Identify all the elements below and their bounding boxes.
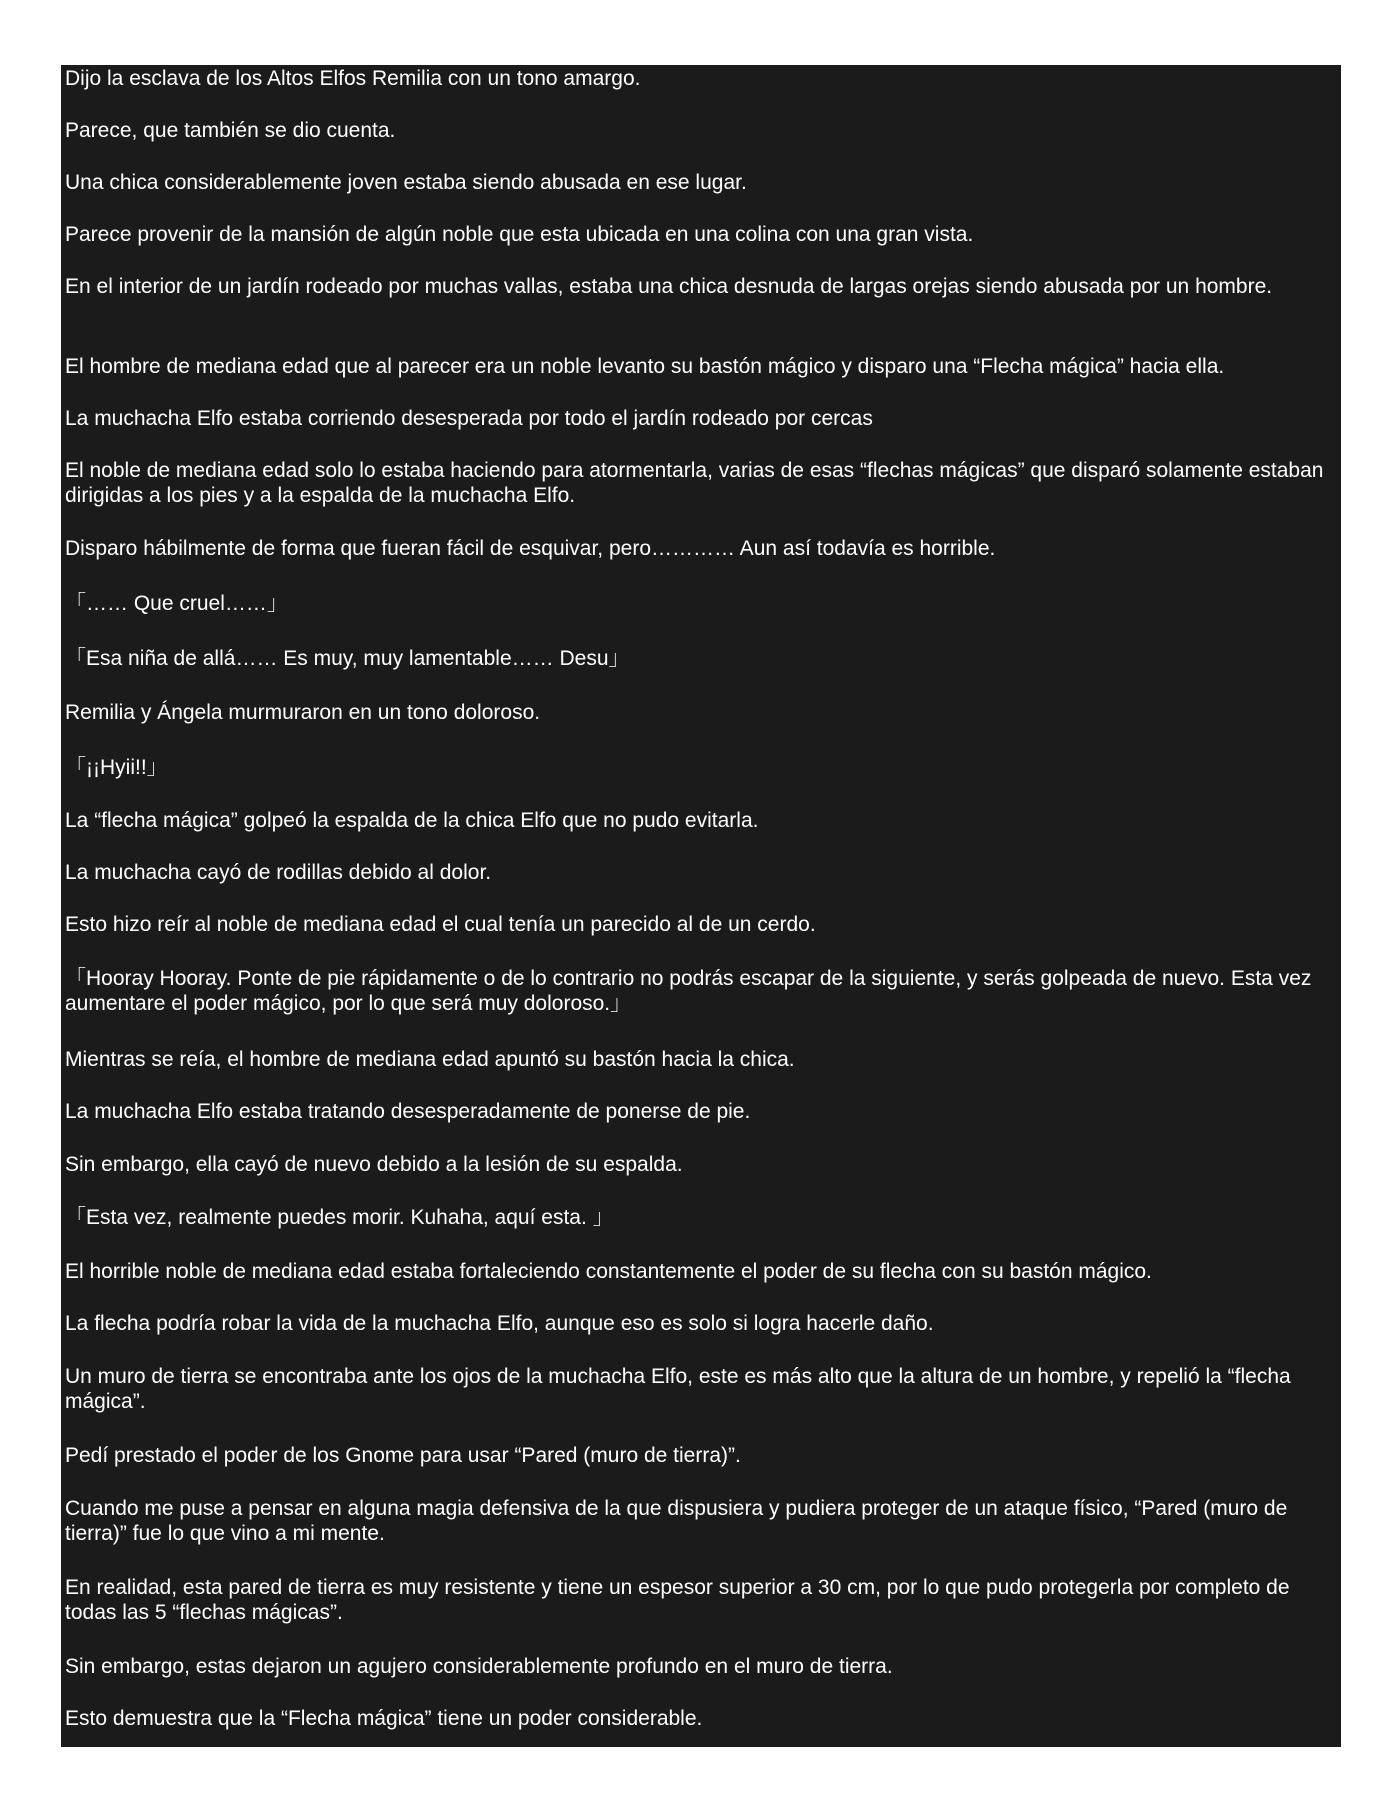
paragraph-15: La muchacha cayó de rodillas debido al dolor. [65, 861, 492, 884]
paragraph-12: Remilia y Ángela murmuraron en un tono doloroso. [65, 701, 541, 724]
paragraph-19: La muchacha Elfo estaba tratando desesperadamente de ponerse de pie. [65, 1100, 751, 1123]
paragraph-9: Disparo hábilmente de forma que fueran fácil de esquivar, pero………… Aun así todavía es horrible. [65, 537, 996, 560]
paragraph-16: Esto hizo reír al noble de mediana edad el cual tenía un parecido al de un cerdo. [65, 913, 816, 936]
paragraph-24: Un muro de tierra se encontraba ante los ojos de la muchacha Elfo, este es más alto que la altura de un hombre, y repelió la “flecha mágica”. [65, 1365, 1291, 1413]
paragraph-14: La “flecha mágica” golpeó la espalda de la chica Elfo que no pudo evitarla. [65, 809, 759, 832]
text-panel [61, 65, 1341, 1747]
paragraph-27: En realidad, esta pared de tierra es muy resistente y tiene un espesor superior a 30 cm, por lo que pudo protegerla por completo de todas las 5 “flechas mágicas”. [65, 1576, 1290, 1624]
paragraph-2: Parece, que también se dio cuenta. [65, 119, 396, 142]
paragraph-18: Mientras se reía, el hombre de mediana edad apuntó su bastón hacia la chica. [65, 1048, 795, 1071]
paragraph-17: 「Hooray Hooray. Ponte de pie rápidamente o de lo contrario no podrás escapar de la siguiente, y serás golpeada de nuevo. Esta vez aumentare el poder mágico, por lo que será muy doloroso.」 [65, 967, 1312, 1015]
paragraph-3: Una chica considerablemente joven estaba siendo abusada en ese lugar. [65, 171, 747, 194]
paragraph-26: Cuando me puse a pensar en alguna magia defensiva de la que dispusiera y pudiera proteger de un ataque físico, “Pared (muro de tierra)” fue lo que vino a mi mente. [65, 1497, 1288, 1545]
paragraph-28: Sin embargo, estas dejaron un agujero considerablemente profundo en el muro de tierra. [65, 1655, 893, 1678]
paragraph-8: El noble de mediana edad solo lo estaba haciendo para atormentarla, varias de esas “flechas mágicas” que disparó solamente estaban dirigidas a los pies y a la espalda de la muchacha Elfo. [65, 459, 1324, 507]
paragraph-11: 「Esa niña de allá…… Es muy, muy lamentable…… Desu」 [65, 647, 630, 670]
paragraph-13: 「¡¡Hyii!!」 [65, 756, 168, 779]
paragraph-22: El horrible noble de mediana edad estaba fortaleciendo constantemente el poder de su flecha con su bastón mágico. [65, 1260, 1152, 1283]
paragraph-5: En el interior de un jardín rodeado por muchas vallas, estaba una chica desnuda de largas orejas siendo abusada por un hombre. [65, 275, 1273, 298]
paragraph-6: El hombre de mediana edad que al parecer era un noble levanto su bastón mágico y disparo una “Flecha mágica” hacia ella. [65, 355, 1225, 378]
paragraph-4: Parece provenir de la mansión de algún noble que esta ubicada en una colina con una gran vista. [65, 223, 974, 246]
paragraph-21: 「Esta vez, realmente puedes morir. Kuhaha, aquí esta. 」 [65, 1206, 614, 1229]
paragraph-25: Pedí prestado el poder de los Gnome para usar “Pared (muro de tierra)”. [65, 1444, 741, 1467]
paragraph-29: Esto demuestra que la “Flecha mágica” tiene un poder considerable. [65, 1707, 703, 1730]
paragraph-20: Sin embargo, ella cayó de nuevo debido a la lesión de su espalda. [65, 1153, 683, 1176]
paragraph-7: La muchacha Elfo estaba corriendo desesperada por todo el jardín rodeado por cercas [65, 407, 873, 430]
paragraph-23: La flecha podría robar la vida de la muchacha Elfo, aunque eso es solo si logra hacerle daño. [65, 1312, 934, 1335]
paragraph-1: Dijo la esclava de los Altos Elfos Remilia con un tono amargo. [65, 67, 641, 90]
paragraph-10: 「…… Que cruel……」 [65, 592, 288, 615]
